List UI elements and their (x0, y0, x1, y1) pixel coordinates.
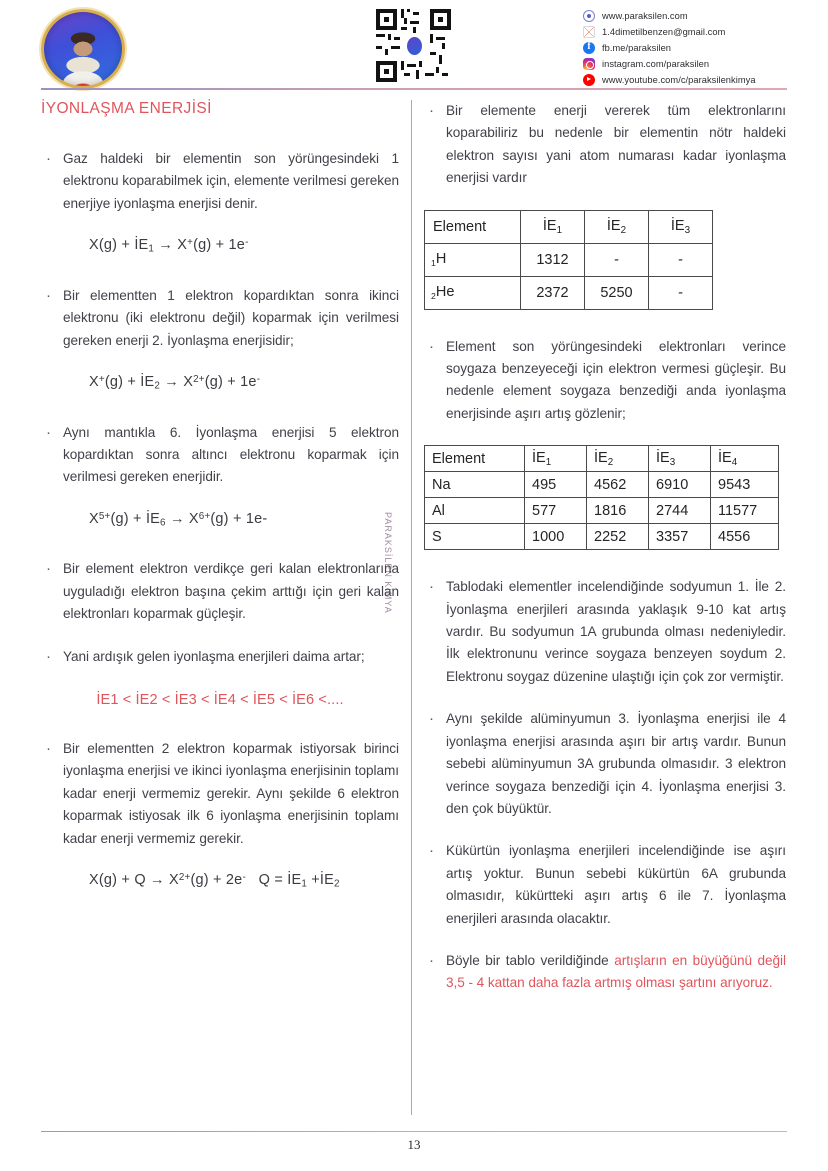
bullet-marker: · (429, 578, 434, 596)
bullet-marker: · (46, 647, 51, 665)
list-item (424, 840, 786, 930)
contact-facebook-label: fb.me/paraksilen (602, 43, 672, 53)
list-item (424, 576, 786, 688)
table-col-ie1: $İE_1$ (521, 210, 585, 243)
list-item-text: Bir element elektron verdikçe geri kalan elektronlarına uyguladığı elektron başına çekim arttığı için geri kalan elektronları koparmak güçleşir. (63, 561, 399, 622)
contact-website[interactable] (583, 9, 756, 23)
table-cell-value: 3357 (649, 524, 711, 550)
table-cell-value: - (649, 243, 713, 276)
table-cell-element: $_1$H (425, 243, 521, 276)
table-cell-value: 577 (525, 498, 587, 524)
table-row (425, 472, 779, 498)
table-header-row (425, 446, 779, 472)
table-cell-element: Al (425, 498, 525, 524)
table-col-element: Element (425, 446, 525, 472)
bullet-marker: · (46, 286, 51, 304)
table-cell-value: 2744 (649, 498, 711, 524)
list-item (41, 558, 399, 625)
bullet-marker: · (429, 951, 434, 969)
table-cell-value: 1000 (525, 524, 587, 550)
table-cell-element: S (425, 524, 525, 550)
table-col-ie1: $İE_1$ (525, 446, 587, 472)
equation-ie2: $X^+(g) + İE_2 \to X^{2+}(g) + 1e^-$ (89, 374, 261, 392)
accent-part: artışların en büyüğünü değil 3,5 - 4 kattan daha fazla artmış olması şartını arıyoruz. (446, 952, 786, 991)
table-cell-value: - (649, 276, 713, 309)
table-row (425, 276, 713, 309)
table-cell-element: $_2$He (425, 276, 521, 309)
table-col-ie3: $İE_3$ (649, 446, 711, 472)
table-col-element: Element (425, 210, 521, 243)
bullet-marker: · (46, 740, 51, 758)
footer-divider (41, 1131, 787, 1132)
table-col-ie4: $İE_4$ (711, 446, 779, 472)
qr-code (374, 7, 453, 84)
gmail-icon (583, 26, 595, 38)
list-item-text: Bir elementten 1 elektron kopardıktan sonra ikinci elektronu (iki elektronu değil) koparmak için verilmesi gereken enerji 2. İyonlaşma enerjisidir; (63, 287, 399, 348)
list-item (41, 738, 399, 850)
list-item (41, 285, 399, 352)
list-item (41, 646, 399, 668)
table-col-ie2: $İE_2$ (587, 446, 649, 472)
bullet-marker: · (429, 842, 434, 860)
table-cell-value: 495 (525, 472, 587, 498)
contact-facebook[interactable] (583, 41, 756, 55)
contact-instagram[interactable] (583, 57, 756, 71)
bullet-marker: · (46, 560, 51, 578)
bullet-marker: · (46, 423, 51, 441)
equation-ie6: $X^{5+}(g)$ + $İE_6 \to X^{6+}(g) + 1e-$ (89, 510, 268, 529)
table-header-row (425, 210, 713, 243)
bullet-marker: · (429, 710, 434, 728)
page-title: İYONLAŞMA ENERJİSİ (41, 100, 212, 117)
table-cell-value: 1816 (587, 498, 649, 524)
youtube-icon (583, 74, 595, 86)
table-col-ie3: $İE_3$ (649, 210, 713, 243)
table-cell-value: 2252 (587, 524, 649, 550)
contact-links (583, 9, 756, 87)
table-cell-value: 6910 (649, 472, 711, 498)
ionization-order-formula: İE1 < İE2 < İE3 < İE4 < İE5 < İE6 <.... (96, 692, 344, 709)
table-row (425, 498, 779, 524)
list-item (41, 422, 399, 489)
list-item-text: Bir elementten 2 elektron koparmak istiyorsak birinci iyonlaşma enerjisi ve ikinci iyonlaşma enerjisinin toplamı kadar enerji vermemiz gerekir. Aynı şekilde 6 elektron koparmak istiyosak ilk 6 iyonlaşma enerjisinin toplamı kadar enerji vermemiz gerekir. (63, 741, 399, 846)
table-row (425, 524, 779, 550)
ionization-table-2 (424, 445, 779, 550)
list-item (424, 708, 786, 820)
list-item-text: Tablodaki elementler incelendiğinde sodyumun 1. İle 2. İyonlaşma enerjileri arasında yaklaşık 9-10 kat artış vardır. Bu sodyumun 1A grubunda olması nedeniyledir. İlk elektronunu verince soygaza benzeyen soydum 2. Elektronu soygaz düzenine ulaştığı için çok zor vermiştir. (446, 579, 786, 684)
table-cell-value: 2372 (521, 276, 585, 309)
table-cell-value: 11577 (711, 498, 779, 524)
header-divider (41, 88, 787, 90)
table-cell-value: 5250 (585, 276, 649, 309)
facebook-icon (583, 42, 595, 54)
contact-email-label: 1.4dimetilbenzen@gmail.com (602, 27, 726, 37)
list-item-text: Yani ardışık gelen iyonlaşma enerjileri daima artar; (63, 648, 365, 664)
list-item-highlighted (424, 950, 786, 995)
list-item-text: Aynı şekilde alüminyumun 3. İyonlaşma enerjisi ile 4 iyonlaşma enerjisi arasında aşırı bir artış vardır. Bunun sebebi alüminyumun 3A grubunda olmasıdır. 3 elektron verince soygaza benzediği için 4. İyonlaşma enerjisi 3. den çok büyüktür. (446, 711, 786, 816)
table-cell-value: 9543 (711, 472, 779, 498)
contact-youtube-label: www.youtube.com/c/paraksilenkimya (602, 75, 756, 85)
list-item (41, 148, 399, 215)
list-item-text: Element son yörüngesindeki elektronları verince soygaza benzeyeceği için elektron vermesi güçleşir. Bu nedenle element soygaza benzediği anda iyonlaşma enerjisinde aşırı artış gözlenir; (446, 338, 786, 421)
plain-part: Böyle bir tablo verildiğinde (446, 952, 615, 968)
equation-ie1: $X(g) + İE_1 \to X^+(g) + 1e^-$ (89, 237, 249, 255)
bullet-marker: · (429, 337, 434, 355)
contact-website-label: www.paraksilen.com (602, 11, 688, 21)
page-number: 13 (407, 1137, 421, 1152)
list-item (424, 336, 786, 426)
instagram-icon (583, 58, 595, 70)
instructor-avatar (41, 9, 125, 89)
table-col-ie2: $İE_2$ (585, 210, 649, 243)
column-divider (411, 100, 412, 1115)
qr-center-logo (405, 35, 424, 57)
ionization-table-1 (424, 210, 713, 310)
list-item-text: Gaz haldeki bir elementin son yörüngesindeki 1 elektronu koparabilmek için, elemente verilmesi gereken enerjiye iyonlaşma enerjisi denir. (63, 151, 399, 211)
table-cell-value: 1312 (521, 243, 585, 276)
contact-instagram-label: instagram.com/paraksilen (602, 59, 710, 69)
table-cell-value: 4562 (587, 472, 649, 498)
list-item-text: Kükürtün iyonlaşma enerjileri incelendiğinde ise aşırı artış yoktur. Bunun sebebi kükürtün 6A grubunda olmasıdır, kükürtteki aşırı artış 6 ile 7. İyonlaşma enerjileri arasında olacaktır. (446, 843, 786, 926)
watermark-text: PARAKSİLEN KİMYA (383, 512, 393, 614)
right-column (424, 100, 786, 1015)
table-cell-value: 4556 (711, 524, 779, 550)
list-item (424, 100, 786, 190)
bullet-marker: · (429, 102, 434, 119)
table-cell-value: - (585, 243, 649, 276)
table-cell-element: Na (425, 472, 525, 498)
website-icon (583, 10, 595, 22)
table-row (425, 243, 713, 276)
list-item-text: Bir elemente enerji vererek tüm elektronlarını koparabiliriz bu nedenle bir elementin nötr haldeki elektron sayısı yani atom numarası kadar iyonlaşma enerjisi vardır (446, 103, 786, 186)
list-item-text (446, 950, 786, 995)
bullet-marker: · (46, 150, 51, 167)
left-column (41, 100, 399, 920)
list-item-text: Aynı mantıkla 6. İyonlaşma enerjisi 5 elektron kopardıktan sonra altıncı elektronu koparmak için verilmesi gereken enerjidir. (63, 424, 399, 485)
equation-total-energy: $X(g) + Q \to X^{2+}(g) + 2e^-$ $Q = İE_1$ $+İE_2$ (89, 872, 340, 890)
contact-youtube[interactable] (583, 73, 756, 87)
contact-email[interactable] (583, 25, 756, 39)
page-header (0, 0, 828, 88)
